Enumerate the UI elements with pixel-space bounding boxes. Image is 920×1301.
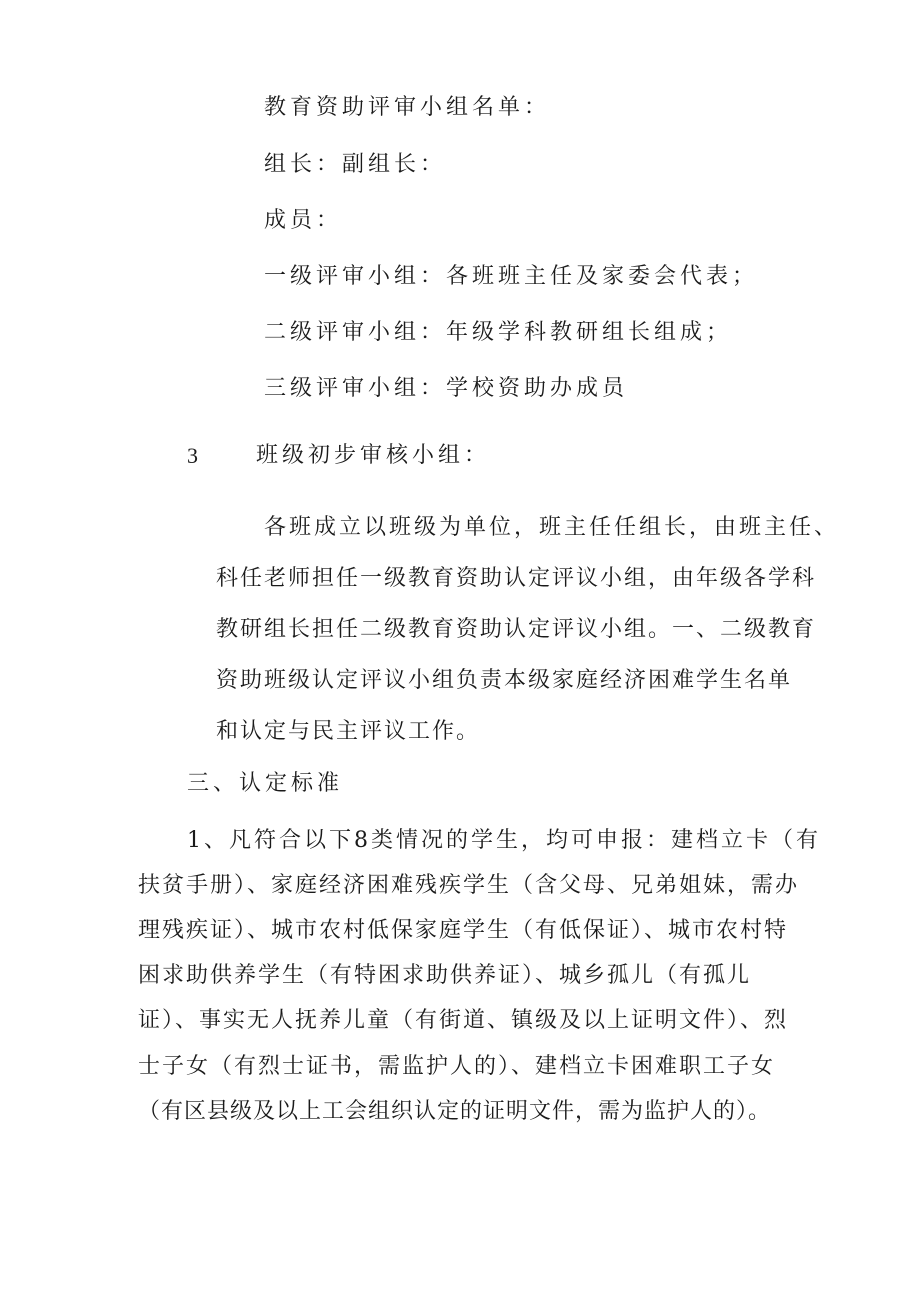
section3-number: 3 (187, 443, 198, 468)
standards-item1-line: 扶贫手册）、家庭经济困难残疾学生（含父母、兄弟姐妹，需办 (138, 873, 800, 898)
committee-level2: 二级评审小组：年级学科教研组长组成； (264, 320, 733, 345)
standards-item1-line: 1、凡符合以下8类情况的学生，均可申报：建档立卡（有 (187, 828, 821, 853)
standards-item1-line: 证）、事实无人抚养儿童（有街道、镇级及以上证明文件）、烈 (138, 1008, 789, 1033)
committee-level1: 一级评审小组：各班班主任及家委会代表； (264, 264, 759, 289)
section3-paragraph-line: 各班成立以班级为单位，班主任任组长，由班主任、 (264, 515, 840, 540)
section3-paragraph-line: 教研组长担任二级教育资助认定评议小组。一、二级教育 (216, 617, 817, 642)
section3-title: 班级初步审核小组： (256, 443, 491, 468)
standards-item1-line: 困求助供养学生（有特困求助供养证）、城乡孤儿（有孤儿 (138, 963, 752, 988)
section3-paragraph-line: 资助班级认定评议小组负责本级家庭经济困难学生名单 (216, 668, 793, 693)
standards-heading: 三、认定标准 (187, 771, 344, 796)
section3-paragraph-line: 和认定与民主评议工作。 (216, 719, 481, 744)
committee-leaders: 组长：副组长： (264, 152, 447, 177)
standards-item1-line: 士子女（有烈士证书，需监护人的）、建档立卡困难职工子女 (138, 1054, 776, 1079)
committee-members-label: 成员： (264, 208, 343, 233)
standards-item1-line: 理残疾证）、城市农村低保家庭学生（有低保证）、城市农村特 (138, 918, 789, 943)
committee-level3: 三级评审小组：学校资助办成员 (264, 376, 629, 401)
committee-list-title: 教育资助评审小组名单： (264, 95, 551, 120)
standards-item1-line: （有区县级及以上工会组织认定的证明文件，需为监护人的）。 (138, 1099, 772, 1124)
section3-paragraph-line: 科任老师担任一级教育资助认定评议小组，由年级各学科 (216, 566, 817, 591)
